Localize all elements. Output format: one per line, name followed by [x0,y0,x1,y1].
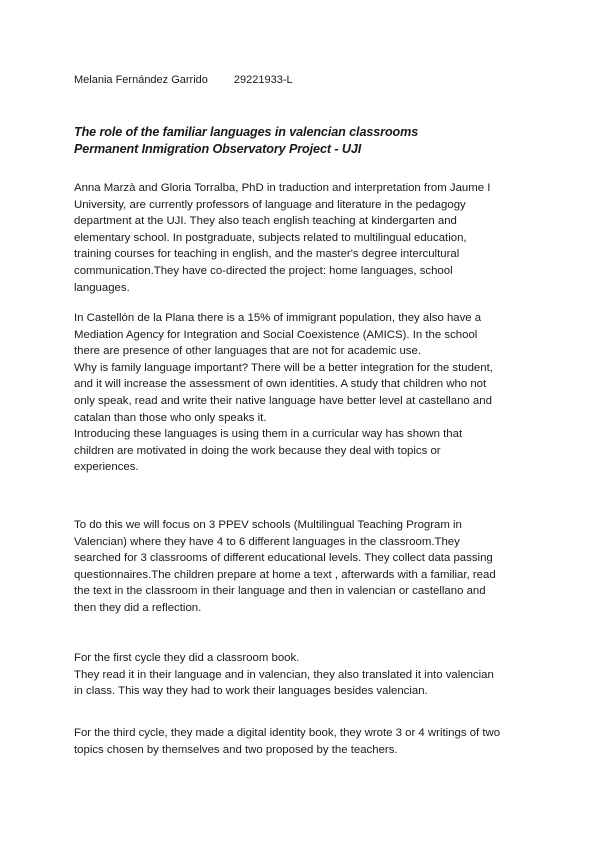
text-line: the text in the classroom in their language and then in valencian or castellano and [74,585,486,598]
title-line-2: Permanent Inmigration Observatory Project - UJI [74,142,362,156]
author-header [74,73,293,87]
text-line: children are motivated in doing the work because they deal with topics or [74,444,441,457]
title-line-1: The role of the familiar languages in valencian classrooms [74,125,419,139]
text-line: questionnaires.The children prepare at home a text , afterwards with a familiar, read [74,568,496,581]
paragraph-context [74,310,530,476]
text-line: department at the UJI. They also teach english teaching at kindergarten and [74,215,457,228]
text-line: experiences. [74,461,139,474]
text-line: there are presence of other languages that are not for academic use. [74,345,421,358]
text-line: Mediation Agency for Integration and Social Coexistence (AMICS). In the school [74,328,478,341]
text-line: They read it in their language and in valencian, they also translated it into valencian [74,668,494,681]
paragraph-first-cycle [74,650,530,700]
text-line: For the third cycle, they made a digital identity book, they wrote 3 or 4 writings of two [74,727,501,739]
document-title [74,124,534,158]
author-name: Melania Fernández Garrido [74,74,208,86]
text-line: To do this we will focus on 3 PPEV schools (Multilingual Teaching Program in [74,519,462,531]
paragraph-method [74,517,530,617]
paragraph-authors [74,180,530,296]
text-line: Valencian) where they have 4 to 6 different languages in the classroom.They [74,535,460,548]
text-line: Anna Marzà and Gloria Torralba, PhD in traduction and interpretation from Jaume I [74,182,491,194]
text-line: Why is family language important? There will be a better integration for the student, [74,361,493,374]
text-line: For the first cycle they did a classroom book. [74,652,300,664]
text-line: in class. This way they had to work their languages besides valencian. [74,685,428,698]
text-line: then they did a reflection. [74,601,202,614]
text-line: topics chosen by themselves and two proposed by the teachers. [74,743,398,756]
text-line: languages. [74,281,130,294]
text-line: Introducing these languages is using them in a curricular way has shown that [74,428,463,441]
text-line: searched for 3 classrooms of different educational levels. They collect data passing [74,552,493,565]
text-line: catalan than those who only speaks it. [74,411,267,424]
text-line: elementary school. In postgraduate, subjects related to multilingual education, [74,231,467,244]
text-line: communication.They have co-directed the project: home languages, school [74,264,453,277]
text-line: and it will increase the assessment of own identities. A study that children who not [74,378,487,391]
text-line: In Castellón de la Plana there is a 15% of immigrant population, they also have a [74,312,482,324]
student-id: 29221933-L [233,74,293,86]
text-line: training courses for teaching in english, and the master's degree intercultural [74,248,460,261]
text-line: University, are currently professors of language and literature in the pedagogy [74,198,466,211]
paragraph-third-cycle [74,725,530,758]
text-line: only speak, read and write their native language have better level at castellano and [74,394,492,407]
